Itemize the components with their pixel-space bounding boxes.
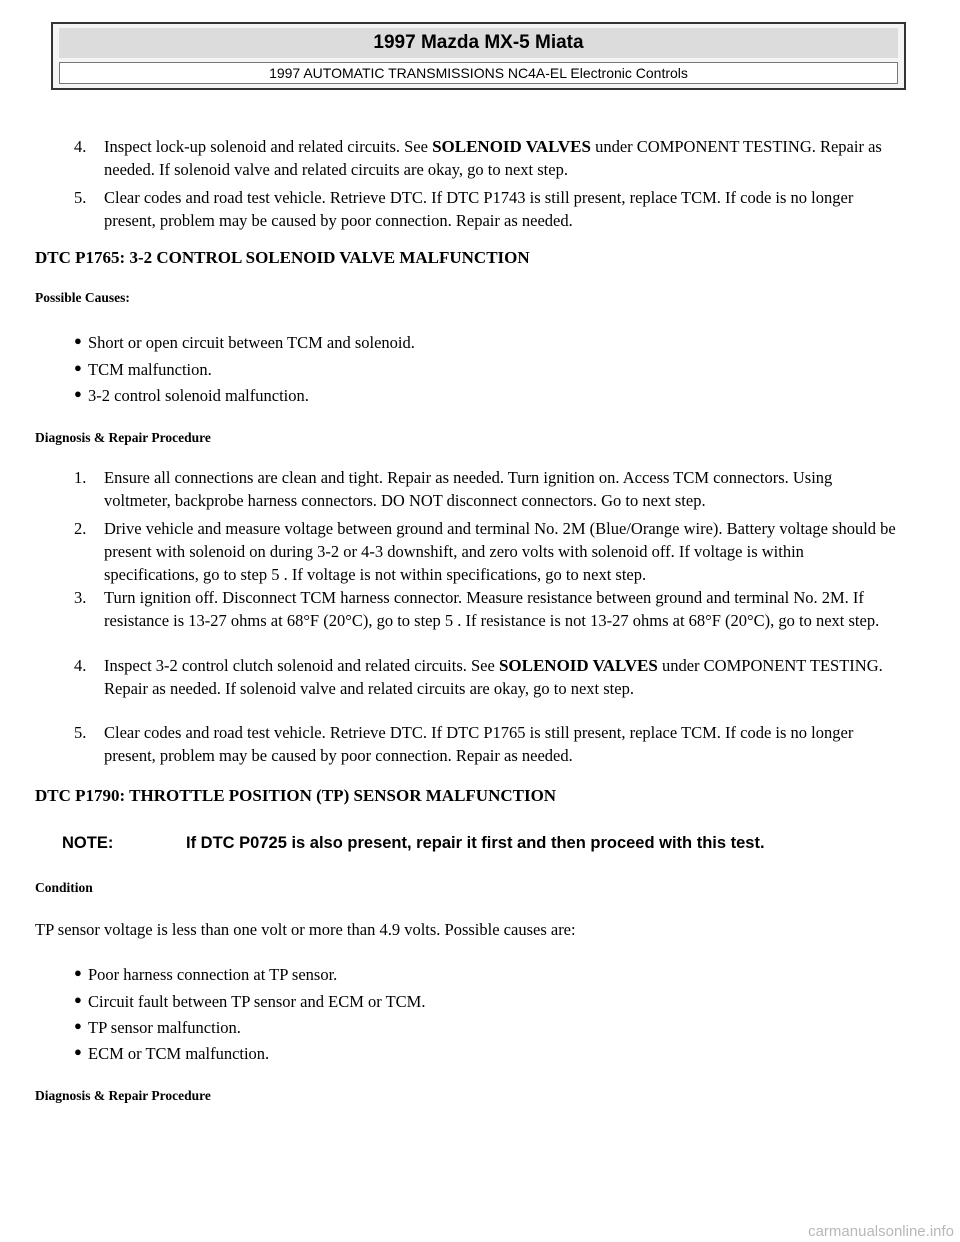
bullet-icon: ● xyxy=(74,1018,82,1033)
list-item: ● TCM malfunction. xyxy=(74,360,212,379)
page-header xyxy=(51,22,906,90)
bullet-icon: ● xyxy=(74,992,82,1007)
list-item: ● Circuit fault between TP sensor and ECM or TCM. xyxy=(74,992,426,1011)
possible-causes-label: Possible Causes: xyxy=(35,290,130,305)
list-item: ● ECM or TCM malfunction. xyxy=(74,1044,270,1063)
note-box xyxy=(52,834,872,860)
bullet-icon: ● xyxy=(74,333,82,348)
procedure-label: Diagnosis & Repair Procedure xyxy=(35,1088,211,1103)
list-item: ● 3-2 control solenoid malfunction. xyxy=(74,386,309,405)
note-text: If DTC P0725 is also present, repair it first and then proceed with this test. xyxy=(186,834,765,852)
section-heading-p1765: DTC P1765: 3-2 CONTROL SOLENOID VALVE MALFUNCTION xyxy=(35,248,530,267)
document-subtitle: 1997 AUTOMATIC TRANSMISSIONS NC4A-EL Electronic Controls xyxy=(59,62,898,84)
note-label: NOTE: xyxy=(62,834,114,852)
bullet-icon: ● xyxy=(74,386,82,401)
list-item: ● Poor harness connection at TP sensor. xyxy=(74,965,338,984)
condition-text: TP sensor voltage is less than one volt or more than 4.9 volts. Possible causes are: xyxy=(35,920,576,939)
list-item: ● Short or open circuit between TCM and solenoid. xyxy=(74,333,415,352)
procedure-label: Diagnosis & Repair Procedure xyxy=(35,430,211,445)
document-title: 1997 Mazda MX-5 Miata xyxy=(59,28,898,58)
bullet-icon: ● xyxy=(74,1044,82,1059)
solenoid-valves-link[interactable]: SOLENOID VALVES xyxy=(432,137,591,156)
bullet-icon: ● xyxy=(74,360,82,375)
bullet-icon: ● xyxy=(74,965,82,980)
list-item: ● TP sensor malfunction. xyxy=(74,1018,241,1037)
section-heading-p1790: DTC P1790: THROTTLE POSITION (TP) SENSOR MALFUNCTION xyxy=(35,786,557,805)
watermark: carmanualsonline.info xyxy=(808,1223,954,1240)
condition-label: Condition xyxy=(35,880,93,895)
solenoid-valves-link[interactable]: SOLENOID VALVES xyxy=(498,656,658,675)
